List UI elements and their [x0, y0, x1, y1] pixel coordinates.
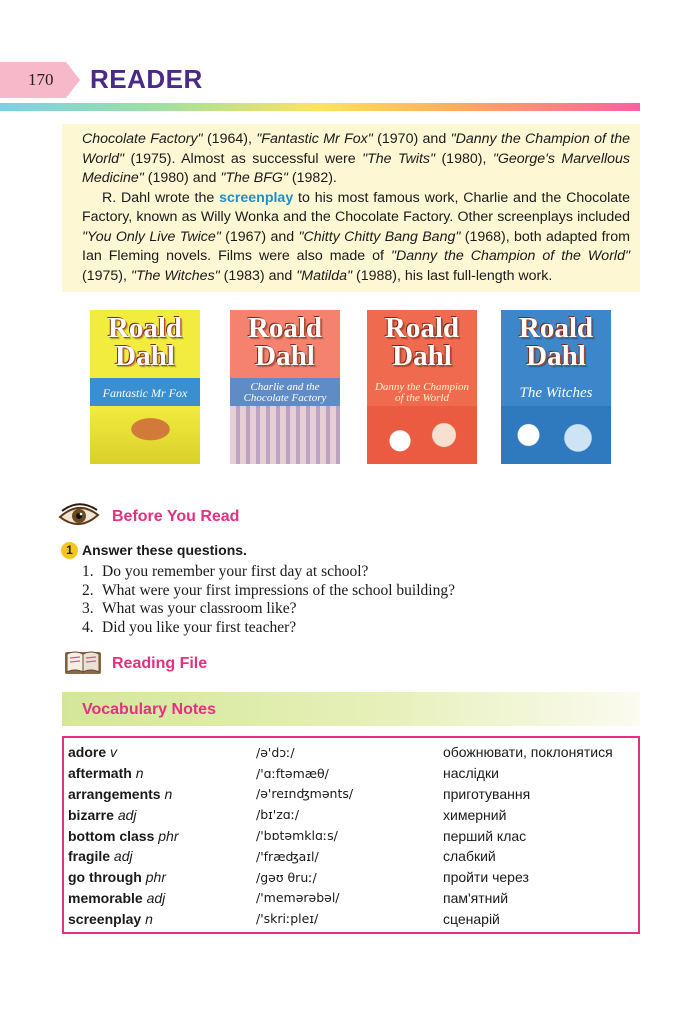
vocabulary-row	[68, 908, 643, 929]
vocab-part-of-speech: adj	[117, 806, 137, 823]
vocabulary-table	[68, 742, 643, 929]
question-item: 4. Did you like your first teacher?	[82, 618, 297, 636]
text-run: (1975),	[82, 267, 131, 284]
book-author: Roald Dahl	[247, 312, 323, 372]
vocab-word: go through	[68, 869, 142, 886]
text-run: "You Only Live Twice"	[82, 228, 221, 245]
vocab-transcription: /'bɒtəmklɑːs/	[256, 828, 338, 844]
book-author: Roald Dahl	[107, 312, 183, 372]
vocabulary-heading: Vocabulary Notes	[82, 701, 216, 718]
text-run: "Danny the Champion of the World"	[82, 131, 630, 167]
text-run: (1980),	[435, 150, 493, 167]
vocab-word: fragile	[68, 848, 111, 865]
vocab-word: bizarre	[68, 806, 114, 823]
question-item: 3. What was your classroom like?	[82, 600, 297, 617]
text-run: (1980) and	[143, 170, 221, 186]
text-run: "Fantastic Mr Fox"	[256, 131, 373, 147]
vocab-transcription: /'skriːpleɪ/	[256, 911, 319, 927]
eye-icon	[58, 502, 100, 530]
vocab-part-of-speech: phr	[158, 827, 179, 844]
before-you-read-heading: Before You Read	[112, 508, 240, 525]
vocab-word-cell	[68, 888, 256, 909]
text-run: R. Dahl wrote the	[102, 189, 220, 206]
vocab-word: screenplay	[68, 910, 142, 927]
text-run: to his most famous work, Charlie and the Chocolate Factory, known as Willy Wonka and the Chocolate Factory. Other screenplays included	[82, 189, 630, 225]
vocabulary-row	[68, 867, 643, 888]
vocab-word: arrangements	[68, 785, 161, 802]
question-item: 1. Do you remember your first day at school?	[82, 563, 369, 580]
vocab-word: memorable	[68, 889, 143, 906]
vocab-part-of-speech: n	[145, 910, 153, 927]
vocab-word-cell	[68, 908, 256, 929]
text-run: "Danny the Champion of the World"	[391, 248, 630, 264]
vocab-transcription: /gəʊ θruː/	[256, 869, 317, 885]
vocab-word-cell	[68, 846, 256, 867]
vocab-part-of-speech: adj	[113, 848, 133, 865]
task-number-badge: 1	[61, 542, 78, 559]
vocab-translation: химерний	[443, 806, 507, 823]
text-run: (1982).	[287, 170, 337, 186]
text-run: (1983) and	[219, 267, 297, 284]
vocab-translation: приготування	[443, 785, 531, 802]
vocab-transcription: /ə'dɔː/	[256, 744, 295, 760]
vocab-transcription: /'memərəbəl/	[256, 890, 340, 906]
book-cover-danny-champion	[367, 310, 477, 464]
vocab-part-of-speech: phr	[145, 869, 166, 886]
vocab-transcription: /'fræʤaɪl/	[256, 848, 319, 864]
vocab-part-of-speech: v	[110, 744, 118, 761]
book-cover-fantastic-mr-fox	[90, 310, 200, 464]
open-book-icon	[62, 646, 104, 678]
reading-paragraph-1	[82, 130, 630, 189]
vocabulary-row	[68, 784, 643, 805]
text-run: Chocolate Factory"	[82, 131, 203, 147]
text-run: (1970) and	[372, 131, 451, 147]
vocab-word-cell	[68, 784, 256, 805]
text-run: "Chitty Chitty Bang Bang"	[298, 228, 461, 245]
book-cover-the-witches	[501, 310, 611, 464]
vocabulary-row	[68, 804, 643, 825]
vocabulary-row	[68, 846, 643, 867]
vocab-translation: пам'ятний	[443, 889, 509, 906]
vocab-word-cell	[68, 867, 256, 888]
text-run: (1964),	[202, 131, 257, 147]
vocab-part-of-speech: n	[164, 785, 173, 802]
text-run: (1975). Almost as successful were	[124, 150, 363, 167]
task-title: Answer these questions.	[82, 542, 247, 558]
book-author: Roald Dahl	[518, 312, 594, 372]
vocab-part-of-speech: adj	[146, 889, 166, 906]
question-item: 2. What were your first impressions of the school building?	[82, 581, 455, 599]
reading-text-box	[62, 124, 640, 292]
section-title: READER	[90, 64, 203, 94]
vocab-word: aftermath	[68, 765, 132, 782]
book-title: Danny the Champion of the World	[367, 378, 477, 408]
vocab-word-cell	[68, 825, 256, 846]
book-illustration	[90, 406, 200, 464]
text-run: "The Twits"	[362, 150, 436, 167]
book-title: Fantastic Mr Fox	[90, 378, 200, 408]
vocab-word: bottom class	[68, 827, 155, 844]
vocabulary-row	[68, 825, 643, 846]
text-run: "George's Marvellous Medicine"	[82, 150, 630, 186]
reading-paragraph-2	[82, 189, 630, 287]
vocabulary-row	[68, 888, 643, 909]
vocab-translation: сценарій	[443, 910, 500, 927]
vocab-transcription: /'ɑːftəmæθ/	[256, 765, 329, 781]
text-run: "The BFG"	[220, 170, 288, 186]
text-run: (1967) and	[220, 228, 299, 245]
vocab-word-cell	[68, 804, 256, 825]
vocab-translation: обожнювати, поклонятися	[443, 744, 613, 761]
vocab-transcription: /bɪ'zɑː/	[256, 807, 300, 823]
rainbow-divider	[0, 103, 640, 111]
text-run: "Matilda"	[296, 267, 353, 284]
book-author: Roald Dahl	[384, 312, 460, 372]
vocabulary-row	[68, 763, 643, 784]
vocab-translation: слабкий	[443, 848, 496, 865]
text-run: "The Witches"	[130, 267, 220, 284]
vocab-translation: наслідки	[443, 765, 499, 782]
book-cover-charlie-chocolate-factory	[230, 310, 340, 464]
book-illustration	[501, 406, 611, 464]
reading-file-heading: Reading File	[112, 655, 208, 672]
vocab-word-cell	[68, 742, 256, 763]
text-run: (1988), his last full-length work.	[352, 267, 553, 284]
vocab-part-of-speech: n	[135, 765, 144, 782]
book-illustration	[367, 406, 477, 464]
book-title: The Witches	[501, 378, 611, 408]
vocab-translation: пройти через	[443, 869, 529, 886]
vocabulary-row	[68, 742, 643, 763]
vocab-translation: перший клас	[443, 827, 527, 844]
questions-list	[82, 563, 455, 637]
keyword-screenplay: screenplay	[219, 189, 294, 206]
vocab-word: adore	[68, 744, 107, 761]
vocab-transcription: /ə'reɪnʤmənts/	[256, 786, 354, 802]
book-illustration	[230, 406, 340, 464]
text-run: (1968), both adapted from Ian Fleming novels. Films were also made of	[82, 228, 630, 264]
page-number: 170	[28, 70, 54, 89]
book-title: Charlie and the Chocolate Factory	[230, 378, 340, 408]
vocab-word-cell	[68, 763, 256, 784]
